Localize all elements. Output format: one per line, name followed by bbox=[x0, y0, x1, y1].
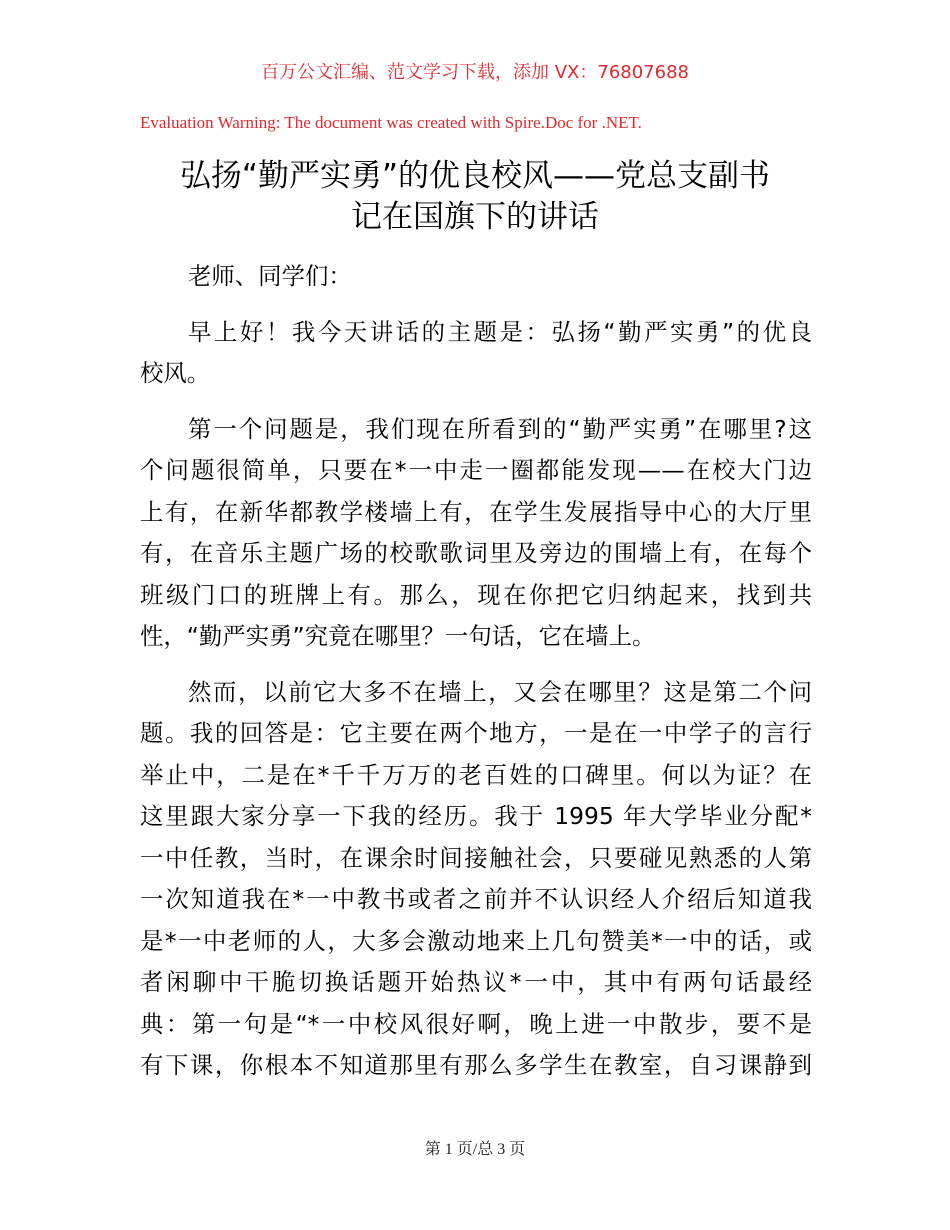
paragraph-line: 有下课，你根本不知道那里有那么多学生在教室，自习课静到 bbox=[140, 1051, 812, 1079]
paragraph-line: 有，在音乐主题广场的校歌歌词里及旁边的围墙上有，在每个 bbox=[140, 539, 812, 567]
paragraph-line: 性，“勤严实勇”究竟在哪里？一句话，它在墙上。 bbox=[140, 622, 656, 650]
evaluation-warning: Evaluation Warning: The document was created with Spire.Doc for .NET. bbox=[140, 113, 642, 132]
paragraph-line: 个问题很简单，只要在*一中走一圈都能发现——在校大门边 bbox=[140, 456, 812, 484]
paragraph-line: 典：第一句是“*一中校风很好啊，晚上进一中散步，要不是 bbox=[140, 1009, 812, 1038]
paragraph-line: 举止中，二是在*千千万万的老百姓的口碑里。何以为证？在 bbox=[140, 760, 812, 789]
paragraph-line: 者闲聊中干脆切换话题开始热议*一中，其中有两句话最经 bbox=[140, 968, 812, 996]
document-title bbox=[130, 156, 820, 238]
paragraph-line: 一次知道我在*一中教书或者之前并不认识经人介绍后知道我 bbox=[140, 885, 812, 913]
document-body bbox=[140, 256, 812, 1101]
paragraph-line: 早上好！我今天讲话的主题是：弘扬“勤严实勇”的优良 bbox=[188, 317, 812, 346]
paragraph-line: 第一个问题是，我们现在所看到的“勤严实勇”在哪里?这 bbox=[188, 414, 812, 443]
paragraph bbox=[140, 672, 812, 1087]
paragraph-line: 然而，以前它大多不在墙上，又会在哪里？这是第二个问 bbox=[188, 677, 812, 706]
paragraph-line: 一中任教，当时，在课余时间接触社会，只要碰见熟悉的人第 bbox=[140, 843, 812, 872]
paragraph-line: 班级门口的班牌上有。那么，现在你把它归纳起来，找到共 bbox=[140, 580, 812, 609]
paragraph-line: 上有，在新华都教学楼墙上有，在学生发展指导中心的大厅里 bbox=[140, 497, 812, 526]
page-footer: 第 1 页/总 3 页 bbox=[424, 1141, 526, 1158]
paragraph-line: 是*一中老师的人，大多会激动地来上几句赞美*一中的话，或 bbox=[140, 926, 812, 955]
title-line-1: 弘扬“勤严实勇”的优良校风——党总支副书 bbox=[179, 158, 771, 194]
download-banner: 百万公文汇编、范文学习下载，添加 VX：76807688 bbox=[261, 62, 689, 83]
paragraph-line: 老师、同学们： bbox=[188, 262, 352, 290]
paragraph-line: 这里跟大家分享一下我的经历。我于 1995 年大学毕业分配* bbox=[140, 802, 812, 830]
paragraph bbox=[140, 256, 812, 298]
paragraph-line: 题。我的回答是：它主要在两个地方，一是在一中学子的言行 bbox=[140, 719, 812, 747]
paragraph bbox=[140, 312, 812, 395]
paragraph bbox=[140, 409, 812, 658]
title-line-2: 记在国旗下的讲话 bbox=[351, 199, 599, 235]
paragraph-line: 校风。 bbox=[140, 359, 211, 387]
